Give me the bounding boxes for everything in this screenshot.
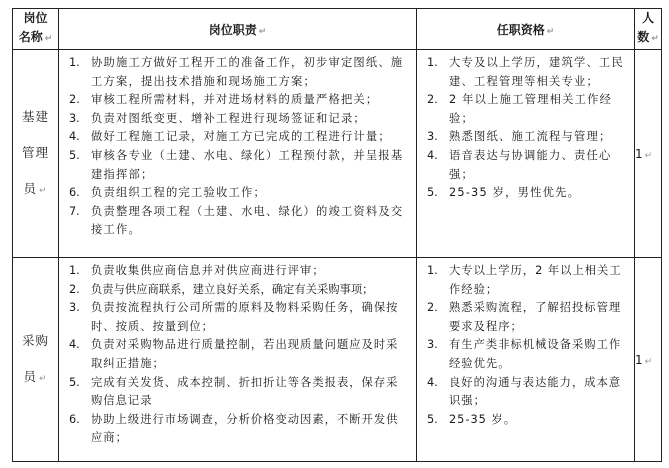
- table-row: [13, 50, 662, 258]
- headcount-cell: [635, 258, 662, 462]
- item-number: 1.: [427, 56, 438, 69]
- header-text: 岗位: [23, 11, 48, 25]
- header-qualifications: [417, 9, 635, 50]
- role-text: 员: [23, 368, 37, 384]
- item-number: 6.: [69, 412, 80, 426]
- list-item: [423, 91, 628, 128]
- item-number: 5.: [427, 412, 438, 426]
- header-duties: [59, 9, 417, 50]
- role-text: 采购: [21, 332, 49, 348]
- item-text: 熟悉图纸、施工流程与管理；: [449, 130, 612, 144]
- item-text: 2 年以上施工管理相关工作经验；: [449, 93, 613, 125]
- list-item: [65, 281, 410, 300]
- header-text: 任职资格: [496, 22, 545, 37]
- list-item: [65, 336, 410, 373]
- item-number: 1.: [427, 264, 438, 277]
- item-number: 2.: [69, 282, 80, 296]
- item-number: 4.: [69, 338, 80, 352]
- item-number: 4.: [69, 130, 80, 144]
- item-text: 负责对图纸变更、增补工程进行现场签证和记录；: [91, 111, 366, 125]
- role-text: 员: [23, 180, 37, 196]
- item-text: 负责收集供应商信息并对供应商进行评审；: [91, 264, 325, 277]
- item-number: 5.: [69, 375, 80, 389]
- item-number: 5.: [427, 186, 438, 200]
- list-item: [423, 262, 628, 299]
- item-number: 2.: [427, 301, 438, 315]
- header-text: 数: [637, 30, 650, 44]
- item-text: 25-35 岁。: [449, 412, 517, 426]
- qualifications-cell: [417, 258, 635, 462]
- item-number: 6.: [69, 186, 80, 200]
- list-item: [423, 411, 628, 430]
- item-text: 负责整理各项工程（土建、水电、绿化）的竣工资料及交接工作。: [91, 204, 404, 237]
- duties-list: [59, 258, 416, 452]
- list-item: [65, 262, 410, 281]
- item-text: 良好的沟通与表达能力，成本意识强；: [449, 375, 622, 408]
- list-item: [423, 147, 628, 184]
- item-text: 协助上级进行市场调查，分析价格变动因素，不断开发供应商；: [91, 412, 399, 445]
- duties-cell: [59, 258, 417, 462]
- list-item: [65, 91, 410, 110]
- duties-cell: [59, 50, 417, 258]
- paragraph-mark-icon: ↵: [644, 150, 653, 161]
- header-headcount: [635, 9, 662, 50]
- list-item: [423, 374, 628, 411]
- list-item: [65, 374, 410, 411]
- role-text: 基建: [21, 108, 49, 124]
- role-text: 管理: [21, 144, 49, 160]
- qualifications-list: [417, 258, 634, 433]
- header-position-name: [13, 9, 59, 50]
- list-item: [65, 110, 410, 129]
- header-text: 名称: [18, 30, 43, 44]
- item-text: 大专以上学历，2 年以上相关工作经验；: [449, 264, 622, 296]
- list-item: [423, 128, 628, 147]
- paragraph-mark-icon: ↵: [651, 34, 659, 44]
- list-item: [65, 184, 410, 203]
- paragraph-mark-icon: ↵: [44, 34, 53, 44]
- list-item: [65, 147, 410, 184]
- list-item: [65, 203, 410, 240]
- paragraph-mark-icon: ↵: [38, 185, 48, 196]
- item-number: 3.: [69, 111, 80, 125]
- paragraph-mark-icon: ↵: [38, 373, 48, 384]
- item-number: 1.: [69, 264, 80, 277]
- header-text: 人: [641, 11, 654, 25]
- item-text: 协助施工方做好工程开工的准备工作，初步审定图纸、施工方案，提出技术措施和现场施工方案；: [91, 56, 404, 88]
- list-item: [65, 128, 410, 147]
- role-cell: [13, 258, 59, 462]
- role-cell: [13, 50, 59, 258]
- duties-list: [59, 50, 416, 244]
- header-text: 岗位职责: [208, 22, 257, 37]
- item-text: 审核各专业（土建、水电、绿化）工程预付款，并呈报基建指挥部；: [91, 148, 404, 181]
- header-row: [13, 9, 662, 50]
- headcount-cell: [635, 50, 662, 258]
- qualifications-list: [417, 50, 634, 207]
- paragraph-mark-icon: ↵: [546, 26, 555, 37]
- item-text: 负责组织工程的完工验收工作；: [91, 186, 266, 200]
- job-description-table: [12, 8, 662, 462]
- qualifications-cell: [417, 50, 635, 258]
- list-item: [423, 184, 628, 203]
- item-text: 完成有关发货、成本控制、折扣折让等各类报表，保存采购信息记录: [91, 375, 399, 408]
- item-number: 3.: [427, 338, 438, 352]
- item-number: 2.: [427, 93, 438, 107]
- list-item: [423, 336, 628, 373]
- list-item: [65, 54, 410, 91]
- item-number: 2.: [69, 93, 80, 107]
- item-text: 25-35 岁，男性优先。: [449, 186, 581, 200]
- item-number: 1.: [69, 56, 80, 69]
- item-number: 4.: [427, 148, 438, 162]
- item-text: 审核工程所需材料，并对进场材料的质量严格把关；: [91, 93, 379, 107]
- paragraph-mark-icon: ↵: [644, 356, 653, 367]
- item-text: 熟悉采购流程，了解招投标管理要求及程序；: [449, 301, 622, 333]
- headcount-value: 1: [635, 146, 643, 161]
- item-text: 负责按流程执行公司所需的原料及物料采购任务，确保按时、按质、按量到位；: [91, 301, 399, 333]
- item-text: 负责对采购物品进行质量控制，若出现质量问题应及时采取纠正措施；: [91, 338, 399, 370]
- paragraph-mark-icon: ↵: [258, 26, 267, 37]
- item-number: 3.: [427, 130, 438, 144]
- item-text: 负责与供应商联系，建立良好关系，确定有关采购事项；: [91, 282, 374, 296]
- item-number: 5.: [69, 148, 80, 162]
- headcount-value: 1: [635, 352, 643, 367]
- item-number: 7.: [69, 204, 80, 218]
- item-text: 语音表达与协调能力、责任心强；: [449, 148, 612, 181]
- item-text: 大专及以上学历，建筑学、工民建、工程管理等相关专业；: [449, 56, 624, 88]
- item-number: 3.: [69, 301, 80, 315]
- item-number: 4.: [427, 375, 438, 389]
- list-item: [423, 299, 628, 336]
- list-item: [423, 54, 628, 91]
- list-item: [65, 299, 410, 336]
- list-item: [65, 411, 410, 448]
- item-text: 有生产类非标机械设备采购工作经验优先。: [449, 338, 622, 370]
- item-text: 做好工程施工记录，对施工方已完成的工程进行计量；: [91, 130, 391, 144]
- table-row: [13, 258, 662, 462]
